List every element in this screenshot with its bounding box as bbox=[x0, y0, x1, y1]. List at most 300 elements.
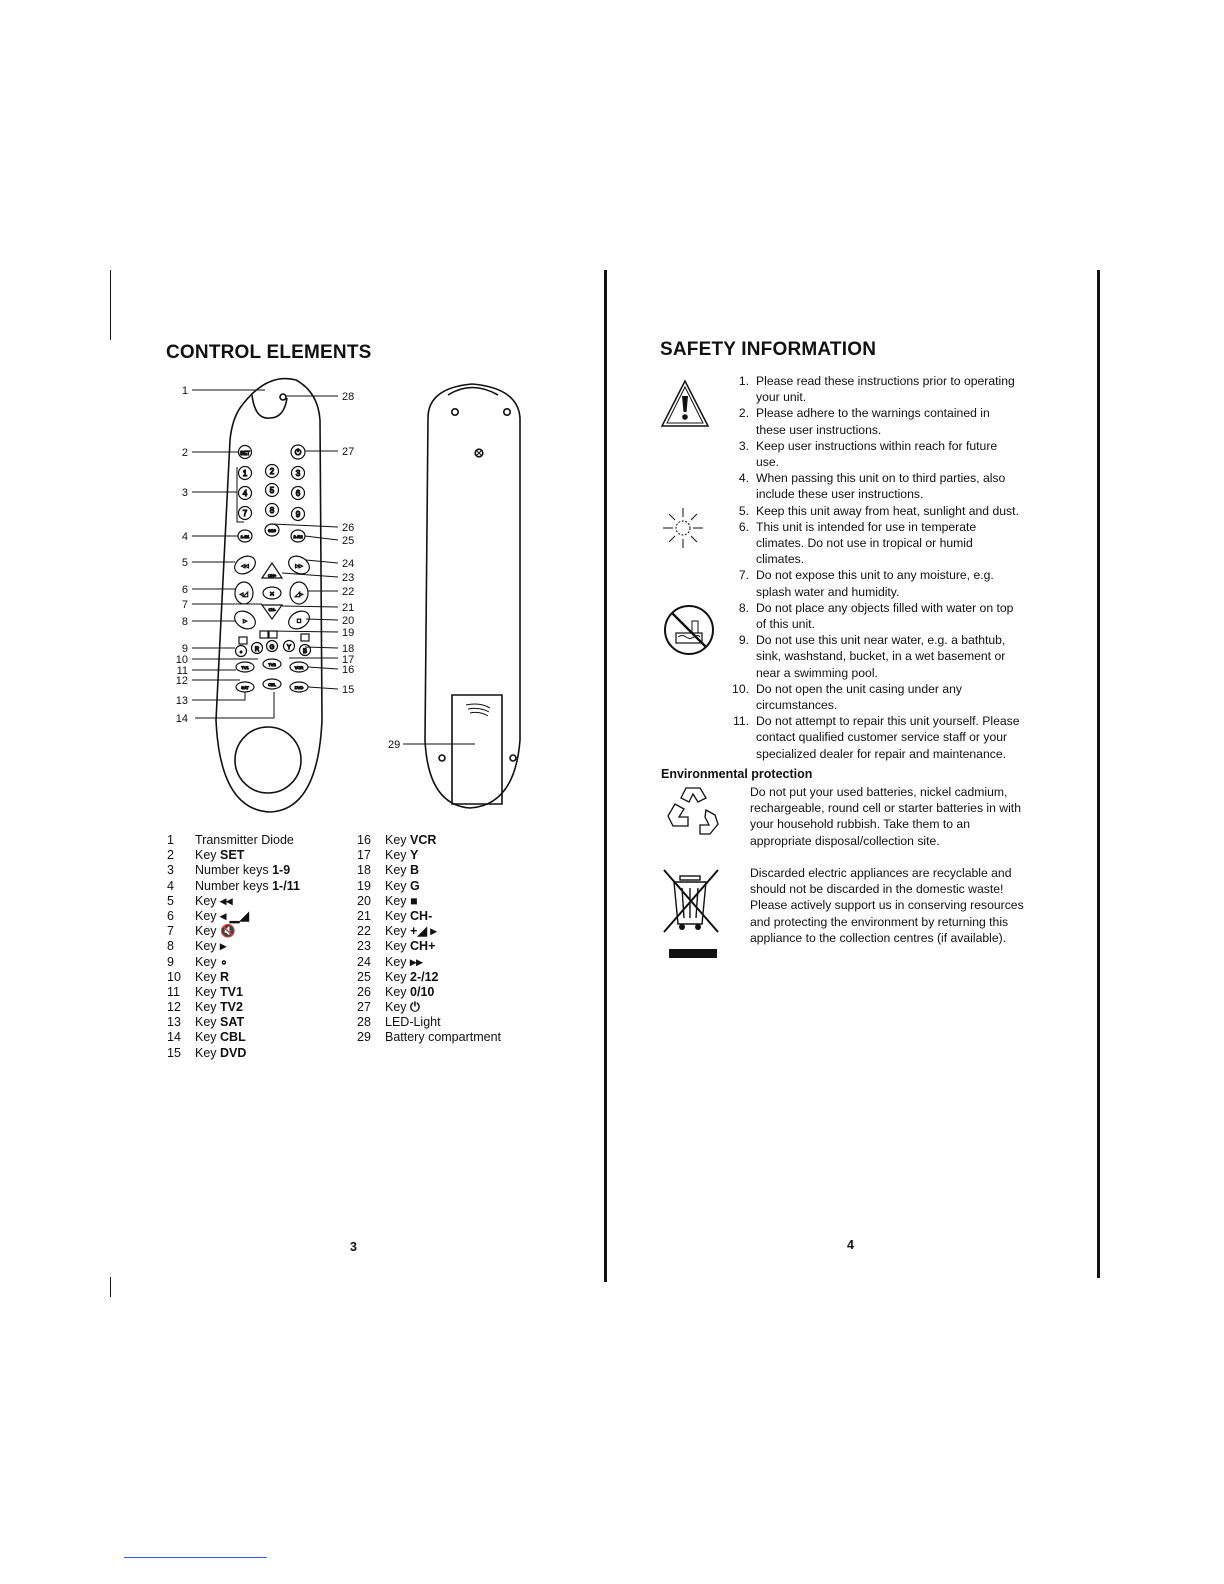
legend-number: 21 bbox=[357, 908, 371, 923]
svg-text:Y: Y bbox=[286, 645, 292, 651]
legend-label bbox=[195, 863, 290, 878]
safety-item-number: 3. bbox=[738, 438, 749, 453]
mute-key[interactable] bbox=[263, 587, 281, 599]
callout-19: 19 bbox=[342, 627, 355, 639]
legend-label bbox=[385, 863, 419, 878]
legend-key-name: 🔇 bbox=[220, 924, 236, 939]
key-2[interactable] bbox=[266, 465, 279, 478]
callout-23: 23 bbox=[342, 572, 355, 584]
svg-text:TV2: TV2 bbox=[268, 662, 276, 667]
svg-text:■: ■ bbox=[296, 618, 302, 625]
key-7[interactable] bbox=[239, 507, 252, 520]
callout-25: 25 bbox=[342, 535, 355, 547]
legend-label bbox=[195, 939, 226, 954]
callout-4: 4 bbox=[181, 531, 188, 543]
cbl-key[interactable] bbox=[263, 679, 281, 689]
led-housing bbox=[252, 395, 287, 418]
legend-label bbox=[385, 879, 420, 894]
legend-text: LED-Light bbox=[385, 1015, 441, 1030]
svg-text:▸: ▸ bbox=[243, 618, 247, 625]
svg-text:SAT: SAT bbox=[241, 685, 249, 690]
ch-minus-key[interactable] bbox=[262, 605, 282, 619]
legend-row bbox=[167, 1030, 300, 1045]
legend-label bbox=[385, 848, 418, 863]
environmental-protection-heading: Environmental protection bbox=[661, 767, 813, 781]
legend-number: 29 bbox=[357, 1030, 371, 1045]
legend-label bbox=[195, 909, 249, 924]
safety-item-number: 10. bbox=[732, 681, 749, 696]
transmitter-diode bbox=[280, 394, 286, 400]
text-key-d[interactable] bbox=[301, 634, 309, 641]
key-1-11[interactable] bbox=[238, 530, 252, 542]
svg-text:◂◂: ◂◂ bbox=[241, 563, 249, 570]
legend-key-name: ■ bbox=[410, 893, 418, 908]
legend-key-name: TV2 bbox=[220, 1000, 243, 1015]
legend-label bbox=[385, 894, 418, 909]
safety-information-title: SAFETY INFORMATION bbox=[660, 339, 877, 360]
safety-item bbox=[728, 519, 1028, 568]
callout-17: 17 bbox=[342, 654, 355, 666]
legend-key-name: R bbox=[220, 969, 230, 984]
legend-label bbox=[385, 909, 432, 924]
legend-number: 22 bbox=[357, 924, 371, 939]
svg-text:◢▸: ◢▸ bbox=[295, 592, 303, 598]
cbl-bracket bbox=[195, 692, 274, 718]
callout-15: 15 bbox=[342, 684, 355, 696]
callout-28: 28 bbox=[342, 391, 355, 403]
legend-key-name: 0/10 bbox=[410, 984, 435, 999]
ch-plus-key[interactable] bbox=[262, 563, 282, 578]
set-key[interactable] bbox=[239, 446, 252, 459]
dvd-key[interactable] bbox=[290, 682, 308, 692]
remote-back-diagram bbox=[380, 370, 540, 820]
page-number-right: 4 bbox=[847, 1238, 854, 1252]
remote-front-diagram bbox=[160, 370, 380, 820]
legend-row bbox=[357, 939, 501, 954]
callout-5: 5 bbox=[181, 557, 188, 569]
legend-text: Key bbox=[195, 893, 221, 908]
legend-number: 15 bbox=[167, 1045, 181, 1060]
svg-text:5: 5 bbox=[269, 486, 275, 495]
legend-row bbox=[167, 1000, 300, 1015]
safety-item bbox=[728, 373, 1028, 405]
svg-text:✕: ✕ bbox=[269, 592, 275, 598]
svg-text:0/10: 0/10 bbox=[268, 528, 276, 533]
legend-label bbox=[385, 955, 423, 970]
callout-7: 7 bbox=[181, 599, 188, 611]
ring-key[interactable] bbox=[236, 646, 247, 657]
legend-key-name: G bbox=[410, 878, 420, 893]
legend-text: Key bbox=[385, 1000, 411, 1015]
legend-row bbox=[357, 909, 501, 924]
callout-21: 21 bbox=[342, 602, 355, 614]
legend-number: 4 bbox=[167, 878, 174, 893]
left-margin-rule-top bbox=[110, 270, 111, 340]
svg-text:2: 2 bbox=[269, 467, 275, 476]
legend-number: 25 bbox=[357, 969, 371, 984]
legend-text: Key bbox=[195, 1045, 221, 1060]
safety-item-number: 6. bbox=[738, 519, 749, 534]
battery-grip bbox=[466, 704, 490, 716]
right-edge-rule bbox=[1097, 270, 1100, 1278]
legend-text: Key bbox=[195, 969, 221, 984]
safety-item bbox=[728, 503, 1028, 519]
legend-number: 12 bbox=[167, 1000, 181, 1015]
key-1[interactable] bbox=[239, 467, 252, 480]
safety-item bbox=[728, 567, 1028, 599]
legend-number: 7 bbox=[167, 924, 174, 939]
safety-item-text: Keep user instructions within reach for future use. bbox=[756, 438, 998, 470]
callout-22: 22 bbox=[342, 586, 355, 598]
legend-label bbox=[385, 939, 435, 954]
legend-label bbox=[385, 833, 436, 848]
legend-text: Battery compartment bbox=[385, 1030, 502, 1045]
safety-item-text: Please adhere to the warnings contained in these user instructions. bbox=[756, 406, 990, 437]
safety-item bbox=[728, 681, 1028, 713]
legend-text: Key bbox=[385, 954, 411, 969]
legend-label bbox=[195, 970, 229, 985]
legend-row bbox=[167, 879, 300, 894]
svg-text:TV1: TV1 bbox=[241, 665, 249, 670]
legend-label bbox=[385, 924, 437, 939]
callout-27: 27 bbox=[342, 446, 355, 458]
safety-item-number: 8. bbox=[738, 600, 749, 615]
legend-number: 2 bbox=[167, 848, 174, 863]
callout-2: 2 bbox=[181, 447, 188, 459]
vol-plus-key[interactable] bbox=[290, 582, 308, 604]
warning-triangle-icon bbox=[660, 378, 710, 430]
legend-label bbox=[195, 1030, 246, 1045]
legend-number: 19 bbox=[357, 878, 371, 893]
legend-text: Number keys bbox=[195, 878, 273, 893]
legend-row bbox=[357, 833, 501, 848]
legend-text: Number keys bbox=[195, 863, 273, 878]
legend-text: Key bbox=[195, 848, 221, 863]
legend-label bbox=[195, 1015, 244, 1030]
legend-key-name: ▸ bbox=[220, 939, 227, 954]
safety-item-text: Do not attempt to repair this unit yourself. Please contact qualified customer service staff or your specialized dealer for repair and maintenance. bbox=[756, 714, 1020, 761]
safety-item-text: Do not open the unit casing under any circumstances. bbox=[756, 681, 962, 713]
safety-item-number: 4. bbox=[738, 471, 749, 486]
callout-29: 29 bbox=[388, 739, 401, 751]
legend-key-name: 2-/12 bbox=[410, 969, 439, 984]
legend-key-name: ▸▸ bbox=[410, 954, 423, 969]
legend-key-name: ◂◂ bbox=[220, 893, 233, 908]
appliance-recycling-paragraph: Discarded electric appliances are recyclable and should not be discarded in the domestic waste! Please actively support us in conserving resources and protecting the environment by returning this appliance to the collection centres (if available). bbox=[750, 866, 1024, 945]
key-3[interactable] bbox=[292, 467, 305, 480]
callout-14: 14 bbox=[175, 713, 188, 725]
recycling-icon bbox=[662, 782, 724, 844]
callout-11: 11 bbox=[176, 665, 188, 677]
legend-number: 17 bbox=[357, 848, 371, 863]
legend-text: Key bbox=[385, 984, 411, 999]
legend-text: Key bbox=[385, 908, 411, 923]
safety-item-number: 9. bbox=[738, 633, 749, 648]
legend-label bbox=[195, 955, 228, 970]
legend-text: Key bbox=[385, 924, 411, 939]
svg-text:3: 3 bbox=[295, 469, 301, 478]
legend-text: Key bbox=[385, 939, 411, 954]
sat-bracket bbox=[222, 692, 245, 700]
callout-3: 3 bbox=[181, 487, 188, 499]
legend-number: 8 bbox=[167, 939, 174, 954]
weee-bar bbox=[669, 949, 717, 958]
climate-sun-icon bbox=[660, 506, 706, 550]
legend-row bbox=[357, 894, 501, 909]
legend-text: Key bbox=[195, 939, 221, 954]
legend-key-name: ⏻ bbox=[410, 1000, 420, 1015]
svg-text:B: B bbox=[302, 649, 308, 655]
callout-26: 26 bbox=[342, 522, 355, 534]
page-gutter-rule bbox=[604, 270, 607, 1282]
svg-text:◂◢: ◂◢ bbox=[240, 592, 248, 598]
svg-text:4: 4 bbox=[242, 489, 248, 498]
no-water-icon bbox=[662, 603, 716, 657]
svg-text:1: 1 bbox=[242, 469, 248, 478]
safety-item bbox=[728, 470, 1028, 502]
rewind-key[interactable] bbox=[231, 553, 258, 578]
legend-text: Key bbox=[385, 833, 411, 847]
legend-label bbox=[385, 1030, 501, 1045]
legend-row bbox=[167, 1046, 300, 1061]
callout-10: 10 bbox=[175, 654, 188, 666]
legend-key-name: Y bbox=[410, 848, 419, 863]
legend-number: 16 bbox=[357, 833, 371, 847]
legend-text: Key bbox=[385, 848, 411, 863]
svg-text:VCR: VCR bbox=[294, 665, 304, 670]
legend-row bbox=[167, 985, 300, 1000]
legend-text: Key bbox=[385, 969, 411, 984]
legend-number: 26 bbox=[357, 984, 371, 999]
legend-key-name: ∘ bbox=[220, 954, 228, 969]
svg-text:8: 8 bbox=[269, 506, 275, 515]
legend-number: 11 bbox=[167, 984, 180, 999]
safety-item-text: Do not expose this unit to any moisture, e.g. splash water and humidity. bbox=[756, 568, 994, 599]
safety-item-number: 11. bbox=[732, 714, 749, 729]
legend-row bbox=[167, 863, 300, 878]
legend-row bbox=[357, 1030, 501, 1045]
legend-row bbox=[167, 939, 300, 954]
legend-row bbox=[357, 848, 501, 863]
svg-text:DVD: DVD bbox=[294, 685, 304, 690]
safety-instructions-list bbox=[728, 373, 1028, 762]
safety-item bbox=[728, 438, 1028, 470]
svg-text:9: 9 bbox=[295, 510, 301, 519]
legend-row bbox=[167, 1015, 300, 1030]
power-key[interactable] bbox=[291, 445, 305, 459]
legend-text: Key bbox=[195, 954, 221, 969]
callout-1: 1 bbox=[181, 385, 188, 397]
svg-text:2-/12: 2-/12 bbox=[293, 534, 303, 539]
footer-link-rule bbox=[124, 1557, 267, 1558]
legend-label bbox=[195, 879, 300, 894]
safety-item bbox=[728, 713, 1028, 762]
safety-item-text: Do not place any objects filled with water on top of this unit. bbox=[756, 600, 1014, 632]
crossed-bin-icon bbox=[660, 866, 722, 962]
svg-text:∘: ∘ bbox=[239, 650, 243, 656]
legend-label bbox=[195, 1046, 246, 1061]
legend-text: Key bbox=[195, 984, 221, 999]
safety-item-number: 2. bbox=[738, 406, 749, 421]
legend-key-name: SAT bbox=[220, 1015, 245, 1030]
svg-text:6: 6 bbox=[295, 489, 301, 498]
legend-number: 5 bbox=[167, 893, 174, 908]
legend-key-name: DVD bbox=[220, 1045, 247, 1060]
legend-row bbox=[357, 863, 501, 878]
legend-number: 9 bbox=[167, 954, 174, 969]
y-key[interactable] bbox=[284, 641, 295, 652]
legend-right-column bbox=[357, 833, 501, 1046]
text-key-c[interactable] bbox=[269, 631, 277, 638]
svg-text:CH+: CH+ bbox=[267, 573, 277, 578]
stop-key[interactable] bbox=[285, 608, 312, 633]
legend-label bbox=[385, 970, 439, 985]
legend-number: 10 bbox=[167, 969, 181, 984]
legend-key-name: SET bbox=[220, 848, 245, 863]
safety-item-text: This unit is intended for use in temperate climates. Do not use in tropical or humid climates. bbox=[756, 519, 977, 567]
callout-24: 24 bbox=[342, 558, 355, 570]
legend-key-name: CBL bbox=[220, 1030, 246, 1045]
legend-label bbox=[195, 894, 233, 909]
legend-key-name: 1-/11 bbox=[272, 878, 300, 893]
back-screw-bottom-left bbox=[439, 755, 445, 761]
legend-row bbox=[167, 833, 300, 848]
legend-row bbox=[167, 955, 300, 970]
legend-text: Transmitter Diode bbox=[195, 833, 294, 847]
legend-label bbox=[195, 1000, 243, 1015]
legend-row bbox=[357, 1015, 501, 1030]
left-margin-rule-bottom bbox=[110, 1277, 111, 1297]
legend-left-column bbox=[167, 833, 300, 1061]
legend-number: 28 bbox=[357, 1015, 371, 1030]
callout-20: 20 bbox=[342, 615, 355, 627]
legend-key-name: B bbox=[410, 863, 420, 878]
callout-18: 18 bbox=[342, 643, 355, 655]
legend-label bbox=[385, 1000, 420, 1015]
legend-row bbox=[357, 924, 501, 939]
legend-number: 27 bbox=[357, 1000, 371, 1015]
legend-number: 23 bbox=[357, 939, 371, 954]
legend-row bbox=[357, 1000, 501, 1015]
legend-row bbox=[357, 985, 501, 1000]
key-8[interactable] bbox=[266, 504, 279, 517]
safety-item-number: 5. bbox=[738, 503, 749, 518]
legend-key-name: CH- bbox=[410, 908, 433, 923]
remote-back-top-cap bbox=[448, 388, 498, 396]
bottom-pad bbox=[235, 727, 301, 793]
key-9[interactable] bbox=[292, 508, 305, 521]
safety-item-text: Do not use this unit near water, e.g. a bathtub, sink, washstand, bucket, in a wet basement or near a swimming pool. bbox=[756, 633, 1006, 680]
legend-row bbox=[357, 879, 501, 894]
legend-number: 13 bbox=[167, 1015, 181, 1030]
svg-text:R: R bbox=[254, 647, 260, 653]
callout-9: 9 bbox=[181, 643, 188, 655]
legend-text: Key bbox=[385, 893, 411, 908]
legend-number: 24 bbox=[357, 954, 371, 969]
battery-disposal-paragraph: Do not put your used batteries, nickel cadmium, rechargeable, round cell or starter batteries in with your household rubbish. Take them to an appropriate disposal/collection site. bbox=[750, 785, 1021, 848]
back-screw-right bbox=[504, 409, 510, 415]
svg-text:1-/11: 1-/11 bbox=[240, 534, 250, 539]
back-screw-bottom-right bbox=[510, 755, 516, 761]
play-key[interactable] bbox=[231, 608, 258, 633]
legend-row bbox=[357, 955, 501, 970]
vcr-key[interactable] bbox=[290, 662, 308, 672]
legend-label bbox=[385, 985, 434, 1000]
sat-key[interactable] bbox=[236, 682, 254, 692]
legend-text: Key bbox=[195, 1000, 221, 1015]
legend-label bbox=[195, 848, 244, 863]
legend-key-name: VCR bbox=[410, 833, 437, 847]
legend-label bbox=[195, 924, 236, 939]
legend-number: 14 bbox=[167, 1030, 181, 1045]
legend-label bbox=[385, 1015, 441, 1030]
safety-item-text: Please read these instructions prior to operating your unit. bbox=[756, 374, 1015, 405]
key-4[interactable] bbox=[239, 487, 252, 500]
legend-text: Key bbox=[195, 1030, 221, 1045]
legend-text: Key bbox=[385, 863, 411, 878]
callout-8: 8 bbox=[181, 616, 188, 628]
svg-text:7: 7 bbox=[242, 509, 248, 518]
callout-12: 12 bbox=[175, 675, 188, 687]
legend-text: Key bbox=[385, 878, 411, 893]
key-2-12[interactable] bbox=[291, 530, 305, 542]
legend-row bbox=[167, 848, 300, 863]
key-0-10[interactable] bbox=[265, 524, 279, 536]
g-key[interactable] bbox=[267, 641, 278, 652]
legend-number: 20 bbox=[357, 893, 371, 908]
back-screw-left bbox=[452, 409, 458, 415]
legend-text: Key bbox=[195, 1015, 221, 1030]
legend-row bbox=[167, 924, 300, 939]
safety-item-text: When passing this unit on to third parties, also include these user instructions. bbox=[756, 471, 1006, 502]
legend-row bbox=[357, 970, 501, 985]
legend-key-name: 1-9 bbox=[272, 863, 291, 878]
legend-row bbox=[167, 909, 300, 924]
r-key[interactable] bbox=[252, 643, 263, 654]
b-key[interactable] bbox=[300, 645, 311, 656]
text-key-a[interactable] bbox=[239, 637, 247, 644]
legend-row bbox=[167, 894, 300, 909]
tv2-key[interactable] bbox=[263, 659, 281, 669]
callout-16: 16 bbox=[342, 664, 355, 676]
legend-number: 3 bbox=[167, 863, 174, 878]
legend-label bbox=[195, 833, 294, 848]
text-key-b[interactable] bbox=[260, 631, 268, 638]
legend-row bbox=[167, 970, 300, 985]
callout-6: 6 bbox=[181, 584, 188, 596]
svg-text:CBL: CBL bbox=[268, 682, 276, 687]
safety-item-number: 7. bbox=[738, 568, 749, 583]
vol-minus-key[interactable] bbox=[235, 582, 253, 604]
page-number-left: 3 bbox=[350, 1240, 357, 1254]
legend-label bbox=[195, 985, 243, 1000]
safety-item bbox=[728, 632, 1028, 681]
legend-number: 1 bbox=[167, 833, 174, 847]
key-6[interactable] bbox=[292, 487, 305, 500]
legend-number: 6 bbox=[167, 908, 174, 923]
svg-text:G: G bbox=[269, 645, 275, 651]
callout-13: 13 bbox=[175, 695, 188, 707]
svg-text:CH-: CH- bbox=[268, 607, 276, 612]
safety-item-number: 1. bbox=[738, 374, 749, 388]
tv1-key[interactable] bbox=[236, 662, 254, 672]
safety-item bbox=[728, 405, 1028, 437]
safety-item-text: Keep this unit away from heat, sunlight and dust. bbox=[756, 503, 1019, 518]
key-5[interactable] bbox=[266, 484, 279, 497]
svg-text:SET: SET bbox=[240, 451, 250, 457]
control-elements-title: CONTROL ELEMENTS bbox=[166, 342, 372, 363]
svg-text:⏻: ⏻ bbox=[294, 448, 302, 457]
